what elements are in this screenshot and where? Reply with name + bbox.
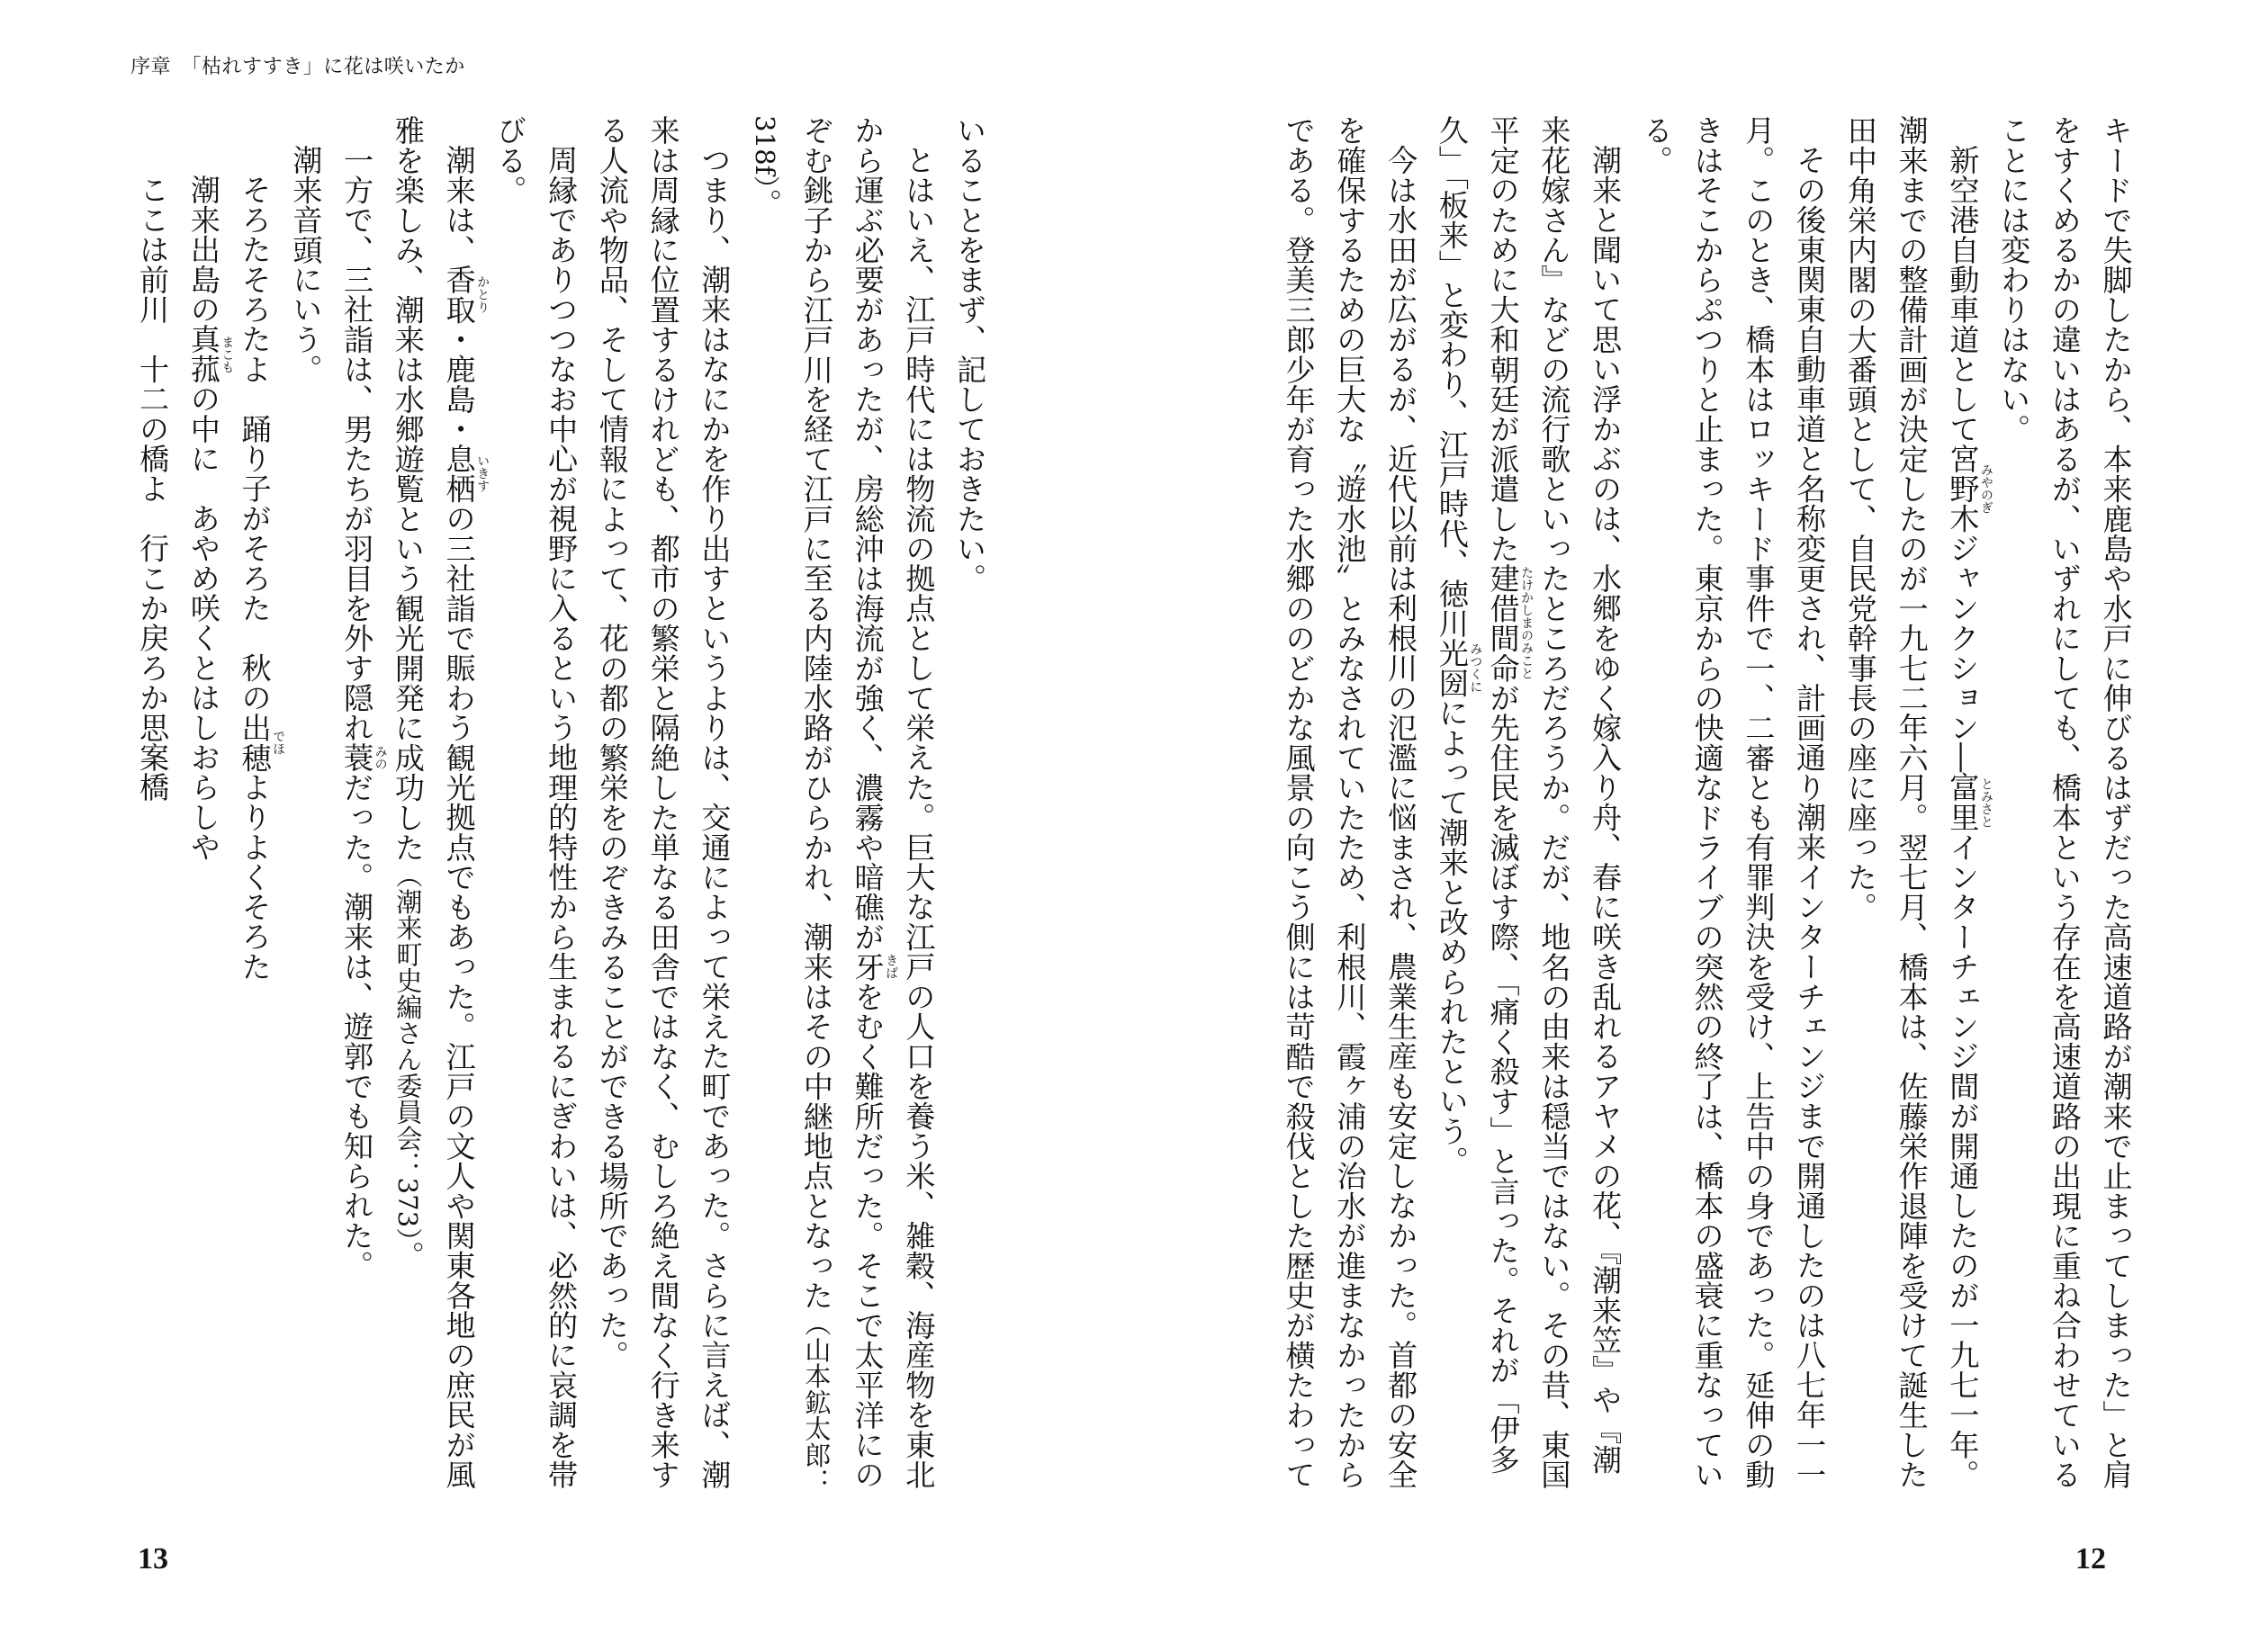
citation: 318f） [750,115,781,189]
text-run: ぞむ銚子から江戸川を経て江戸に至る内陸水路がひらかれ、潮来はその中継地点となった [798,115,834,1310]
furigana: いきす [475,454,490,493]
page-number-right: 12 [2075,1542,2106,1576]
text-column [748,115,784,219]
text-run: が先住民を滅ぼす際、「痛く殺す」と言った。それが「伊多 [1485,682,1521,1475]
ruby-base: 宮野木 [1945,444,1981,534]
text-column [697,115,733,1490]
ruby-base: 建借間命 [1485,563,1521,683]
ruby-word [185,324,235,384]
text-column [492,115,528,205]
text-run: をすくめるかの違いはあるが、いずれにしても、橋本という存在を高速道路の出現に重ね合わせている [2047,115,2083,1490]
text-column [1689,115,1725,1490]
text-run: 潮来は、 [441,145,477,265]
ruby-word [1945,772,1994,832]
text-column [1945,115,1994,1490]
ruby-word [441,444,490,504]
text-column [850,115,899,1490]
ruby-word [850,951,899,982]
ruby-base: 出穂 [237,713,273,773]
text-column [1842,115,1878,922]
ruby-word [1434,638,1483,698]
furigana: たけかしまのみこと [1519,566,1534,680]
text-run: とはいえ、江戸時代には物流の拠点として栄えた。巨大な江戸の人口を養う米、雑穀、海産物を東北 [901,145,937,1490]
text-run: びる。 [492,115,528,205]
ruby-word [339,742,388,773]
text-run: よりよくそろた [237,772,273,982]
text-column [1434,115,1483,1176]
text-column [1383,115,1419,1490]
text-column [390,115,426,1271]
text-column [645,115,681,1490]
text-column [1792,115,1828,1490]
text-column [1281,115,1317,1490]
ruby-base: 富里 [1945,772,1981,832]
text-column [1485,115,1534,1475]
text-run: 月。このとき、橋本はロッキード事件で一、二審とも有罪判決を受け、上告中の身であった。延伸の動 [1741,115,1777,1490]
ruby-base: 香取 [441,265,477,325]
furigana: かとり [475,275,490,314]
furigana: みの [373,744,388,770]
text-run: の中に あやめ咲くとはしおらしや [185,383,221,862]
text-run: である。登美三郎少年が育った水郷ののどかな風景の向こう側には苛酷で殺伐とした歴史が横たわって [1281,115,1317,1490]
text-run: ジャンクション― [1945,533,1981,773]
text-run: によって潮来と改められたという。 [1434,697,1470,1176]
text-run: いることをまず、記しておきたい。 [952,115,988,594]
ruby-word [237,713,286,773]
ruby-base: 牙 [850,951,886,982]
citation: （潮来町史編さん委員会：373） [392,862,423,1241]
text-column [1741,115,1777,1490]
text-run: の三社詣で賑わう観光拠点でもあった。江戸の文人や関東各地の庶民が風 [441,503,477,1490]
text-run: 新空港自動車道として [1945,145,1981,444]
text-column [339,115,388,1280]
furigana: でほ [271,730,286,756]
ruby-word [1945,444,1994,534]
text-column [2098,115,2134,1490]
text-run: 来花嫁さん』などの流行歌といったところだろうか。だが、地名の由来は穏当ではない。その昔、東国 [1536,115,1572,1490]
furigana: きば [884,954,899,980]
text-column [135,115,171,803]
text-run: る。 [1638,115,1674,175]
furigana: みやのぎ [1978,462,1994,514]
citation: （山本鉱太郎： [800,1310,832,1495]
text-run: 平定のために大和朝廷が派遣した [1485,115,1521,563]
text-run: 。 [748,188,784,219]
text-run: キードで失脚したから、本来鹿島や水戸に伸びるはずだった高速道路が潮来で止まってしまった」と肩 [2098,115,2134,1490]
ruby-base: 光圀 [1434,638,1470,698]
text-column [1332,115,1368,1490]
text-column [185,115,235,862]
page-number-left: 13 [138,1542,168,1576]
text-run: そろたそろたよ 踊り子がそろた 秋の [237,175,273,713]
text-run: 潮来までの整備計画が決定したのが一九七二年六月。翌七月、橋本は、佐藤栄作退陣を受けて誕生した [1894,115,1930,1490]
text-column [237,115,286,982]
furigana: みつくに [1468,642,1483,694]
text-run: 田中角栄内閣の大番頭として、自民党幹事長の座に座った。 [1842,115,1878,922]
text-run: る人流や物品、そして情報によって、花の都の繁栄をのぞきみることができる場所であった。 [594,115,630,1370]
text-run: ・鹿島・ [441,324,477,444]
ruby-word [441,265,490,325]
page-right-text [1125,0,2250,1652]
ruby-base: 息栖 [441,444,477,504]
text-column [1894,115,1930,1490]
text-run: 。 [390,1240,426,1271]
furigana: まこも [220,335,235,373]
running-head: 序章 「枯れすすき」に花は咲いたか [130,56,465,78]
text-column [594,115,630,1370]
ruby-base: 蓑 [339,742,375,773]
text-column [1996,115,2032,444]
text-run: 雅を楽しみ、潮来は水郷遊覧という観光開発に成功した [390,115,426,862]
text-column [798,115,834,1495]
text-run: ことには変わりはない。 [1996,115,2032,444]
ruby-word [1485,563,1534,683]
text-run: つまり、潮来はなにかを作り出すというよりは、交通によって栄えた町であった。さらに言えば、潮 [697,145,733,1490]
text-run: 潮来出島の [185,175,221,325]
furigana: とみさと [1978,777,1994,828]
text-run: 来は周縁に位置するけれども、都市の繁栄と隔絶した単なる田舎ではなく、むしろ絶え間なく行き来す [645,115,681,1490]
text-run: 周縁でありつつなお中心が視野に入るという地理的特性から生まれるにぎわいは、必然的に哀調を帯 [544,145,580,1490]
text-run: きはそこからぷつりと止まった。東京からの快適なドライブの突然の終了は、橋本の盛衰に重なってい [1689,115,1725,1490]
text-run: だった。潮来は、遊郭でも知られた。 [339,772,375,1280]
text-run: をむく難所だった。そこで太平洋にの [850,981,886,1490]
ruby-base: 真菰 [185,324,221,384]
text-column [544,115,580,1490]
text-run: インターチェンジ間が開通したのが一九七一年。 [1945,831,1981,1490]
text-run: から運ぶ必要があったが、房総沖は海流が強く、濃霧や暗礁が [850,115,886,952]
text-run: を確保するための巨大な〝遊水池〟とみなされていたため、利根川、霞ヶ浦の治水が進まなかったから [1332,115,1368,1490]
text-column [288,115,324,384]
text-column [952,115,988,594]
text-column [1588,115,1624,1475]
text-column [2047,115,2083,1490]
page-right [1125,0,2250,1652]
text-column [901,115,937,1490]
text-run: 今は水田が広がるが、近代以前は利根川の氾濫に悩まされ、農業生産も安定しなかった。首都の安全 [1383,145,1419,1490]
text-run: 一方で、三社詣は、男たちが羽目を外す隠れ [339,145,375,743]
text-column [1638,115,1674,175]
text-run: 潮来音頭にいう。 [288,145,324,384]
text-run: 潮来と聞いて思い浮かぶのは、水郷をゆく嫁入り舟、春に咲き乱れるアヤメの花、『潮来笠』や『潮 [1588,145,1624,1475]
text-run: 久」「板来」と変わり、江戸時代、徳川 [1434,115,1470,638]
text-run: その後東関東自動車道と名称変更され、計画通り潮来インターチェンジまで開通したのは八七年一一 [1792,145,1828,1490]
text-run: ここは前川 十二の橋よ 行こか戻ろか思案橋 [135,175,171,803]
text-column [1536,115,1572,1490]
text-column [441,115,490,1490]
